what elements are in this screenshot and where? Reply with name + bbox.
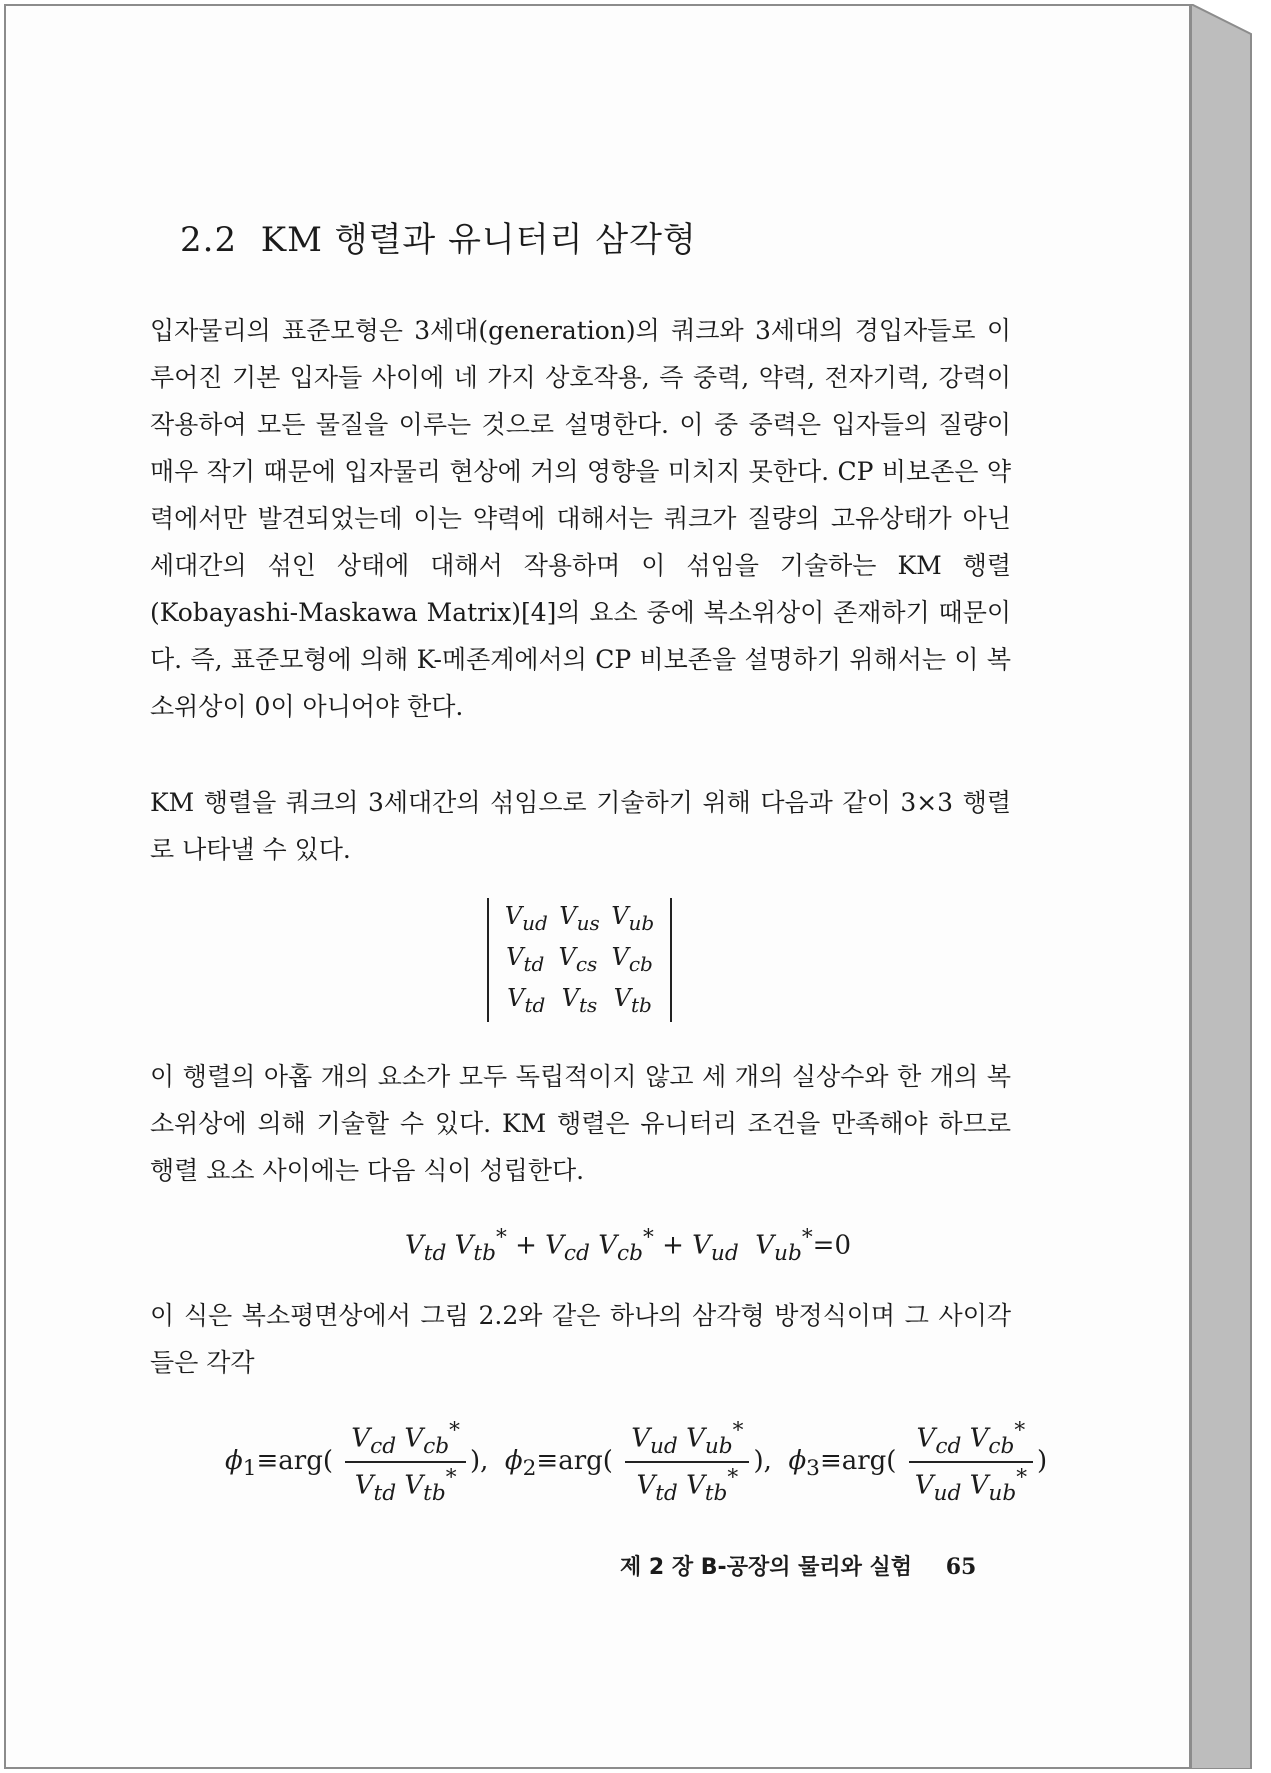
matrix-element: $V_{td}$ [507, 984, 546, 1017]
page-footer [620, 1550, 976, 1581]
paragraph-triangle: 이 식은 복소평면상에서 그림 2.2와 같은 하나의 삼각형 방정식이며 그 사이각들은 각각 [150, 1301, 1011, 1377]
matrix-row [489, 898, 670, 939]
matrix-element: $V_{tb}$ [613, 984, 652, 1017]
section-title: KM 행렬과 유니터리 삼각형 [260, 220, 697, 260]
matrix-element: $V_{cs}$ [558, 943, 598, 976]
angle-definitions: $\phi_1\equiv arg$( $\frac{V_{cd} V_{cb}^*}{V_{td} V_{tb}^*}$ ), $\phi_2\equiv arg$( $\frac{V_{ud} V_{ub}^*}{V_{td} V_{tb}^*}$ ), $\phi_3\equiv arg$( $\frac{V_{cd} V_{cb}^*}{V_{ud} V_{ub}^*}$ ) [225, 1418, 1048, 1506]
section-number: 2.2 [180, 220, 238, 260]
matrix-row [489, 939, 670, 980]
matrix-element: $V_{ub}$ [611, 902, 655, 935]
fraction: $\frac{V_{ud} V_{ub}^*}{V_{td} V_{tb}^*}$ [625, 1418, 749, 1506]
chapter-title: 제 2 장 B-공장의 물리와 실험 [620, 1555, 913, 1580]
paragraph-matrix-intro: KM 행렬을 쿼크의 3세대간의 섞임으로 기술하기 위해 다음과 같이 3×3 행렬로 나타낼 수 있다. [150, 788, 1011, 864]
matrix-row [489, 980, 670, 1021]
matrix-element: $V_{td}$ [506, 943, 545, 976]
matrix-element: $V_{ud}$ [504, 902, 548, 935]
matrix-element: $V_{ts}$ [561, 984, 598, 1017]
matrix-element: $V_{us}$ [559, 902, 600, 935]
km-matrix [487, 898, 672, 1022]
fraction: $\frac{V_{cd} V_{cb}^*}{V_{ud} V_{ub}^*}$ [909, 1418, 1033, 1506]
fraction: $\frac{V_{cd} V_{cb}^*}{V_{td} V_{tb}^*}$ [345, 1418, 466, 1506]
unitarity-equation: $V_{td}$ $V_{tb}^* + V_{cd}$ $V_{cb}^* + V_{ud}$ $V_{ub}^*=0$ [405, 1225, 851, 1266]
section-heading [180, 212, 697, 261]
matrix-element: $V_{cb}$ [611, 943, 653, 976]
page-number: 65 [945, 1554, 977, 1580]
book-spine [1191, 4, 1269, 1769]
paragraph-unitarity: 이 행렬의 아홉 개의 요소가 모두 독립적이지 않고 세 개의 실상수와 한 개의 복소위상에 의해 기술할 수 있다. KM 행렬은 유니터리 조건을 만족해야 하므로 행렬 요소 사이에는 다음 식이 성립한다. [150, 1062, 1011, 1185]
paragraph-intro: 입자물리의 표준모형은 3세대(generation)의 쿼크와 3세대의 경입자들로 이루어진 기본 입자들 사이에 네 가지 상호작용, 즉 중력, 약력, 전자기력, 강력이 작용하여 모든 물질을 이루는 것으로 설명한다. 이 중 중력은 입자들의 질량이 매우 작기 때문에 입자물리 현상에 거의 영향을 미치지 못한다. CP 비보존은 약력에서만 발견되었는데 이는 약력에 대해서는 쿼크가 질량의 고유상태가 아닌 세대간의 섞인 상태에 대해서 작용하며 이 섞임을 기술하는 KM 행렬(Kobayashi-Maskawa Matrix)[4]의 요소 중에 복소위상이 존재하기 때문이다. 즉, 표준모형에 의해 K-메존계에서의 CP 비보존을 설명하기 위해서는 이 복소위상이 0이 아니어야 한다. [150, 316, 1011, 721]
